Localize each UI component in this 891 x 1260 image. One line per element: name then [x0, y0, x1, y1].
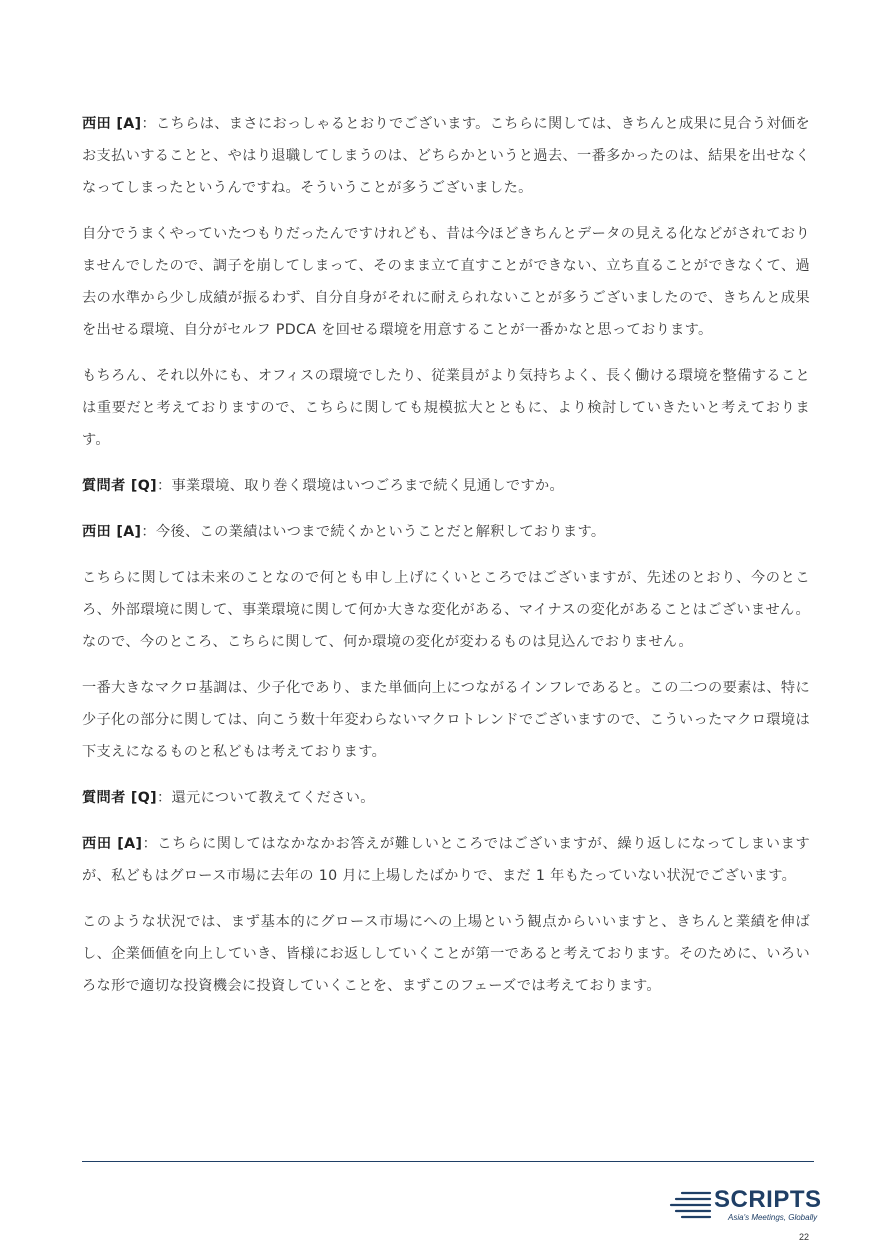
speaker-label: 西田 [A]	[82, 116, 142, 132]
scripts-logo	[668, 1186, 822, 1226]
paragraph-text: 一番大きなマクロ基調は、少子化であり、また単価向上につながるインフレであると。この二つの要素は、特に少子化の部分に関しては、向こう数十年変わらないマクロトレンドでございますので、こういったマクロ環境は下支えになるものと私どもは考えております。	[82, 680, 810, 760]
speaker-label: 質問者 [Q]	[82, 790, 157, 806]
logo-tagline: Asia's Meetings, Globally	[728, 1213, 818, 1222]
speaker-label: 西田 [A]	[82, 524, 142, 540]
paragraph	[82, 672, 810, 768]
paragraph-text: ：こちらは、まさにおっしゃるとおりでございます。こちらに関しては、きちんと成果に見合う対価をお支払いすることと、やはり退職してしまうのは、どちらかというと過去、一番多かったのは、結果を出せなくなってしまったというんですね。そういうことが多うございました。	[82, 116, 810, 196]
transcript-body	[82, 108, 810, 1016]
paragraph	[82, 108, 810, 204]
logo-lines-icon	[668, 1190, 712, 1220]
paragraph-text: ：還元について教えてください。	[156, 790, 375, 806]
paragraph	[82, 218, 810, 346]
footer-divider	[82, 1161, 814, 1162]
paragraph-text: こちらに関しては未来のことなので何とも申し上げにくいところではございますが、先述のとおり、今のところ、外部環境に関して、事業環境に関して何か大きな変化がある、マイナスの変化があることはございません。なので、今のところ、こちらに関して、何か環境の変化が変わるものは見込んでおりません。	[82, 570, 810, 650]
paragraph-text: このような状況では、まず基本的にグロース市場にへの上場という観点からいいますと、きちんと業績を伸ばし、企業価値を向上していき、皆様にお返ししていくことが第一であると考えております。そのために、いろいろな形で適切な投資機会に投資していくことを、まずこのフェーズでは考えております。	[82, 914, 810, 994]
paragraph-text: 自分でうまくやっていたつもりだったんですけれども、昔は今ほどきちんとデータの見える化などがされておりませんでしたので、調子を崩してしまって、そのまま立て直すことができない、立ち直ることができなくて、過去の水準から少し成績が振るわず、自分自身がそれに耐えられないことが多うございましたので、きちんと成果を出せる環境、自分がセルフ PDCA を回せる環境を用意することが一番かなと思っております。	[82, 226, 810, 338]
speaker-label: 西田 [A]	[82, 836, 143, 852]
speaker-label: 質問者 [Q]	[82, 478, 157, 494]
paragraph	[82, 470, 810, 502]
paragraph	[82, 360, 810, 456]
paragraph-text: ：事業環境、取り巻く環境はいつごろまで続く見通しですか。	[156, 478, 565, 494]
paragraph-text: ：こちらに関してはなかなかお答えが難しいところではございますが、繰り返しになってしまいますが、私どもはグロース市場に去年の 10 月に上場したばかりで、まだ 1 年もたっていない状況でございます。	[82, 836, 810, 884]
paragraph	[82, 782, 810, 814]
paragraph	[82, 906, 810, 1002]
page-number: 22	[798, 1232, 809, 1242]
logo-wordmark: SCRIPTS	[714, 1186, 822, 1213]
paragraph-text: もちろん、それ以外にも、オフィスの環境でしたり、従業員がより気持ちよく、長く働ける環境を整備することは重要だと考えておりますので、こちらに関しても規模拡大とともに、より検討していきたいと考えております。	[82, 368, 810, 448]
paragraph-text: ：今後、この業績はいつまで続くかということだと解釈しております。	[141, 524, 606, 540]
paragraph	[82, 828, 810, 892]
paragraph	[82, 516, 810, 548]
paragraph	[82, 562, 810, 658]
